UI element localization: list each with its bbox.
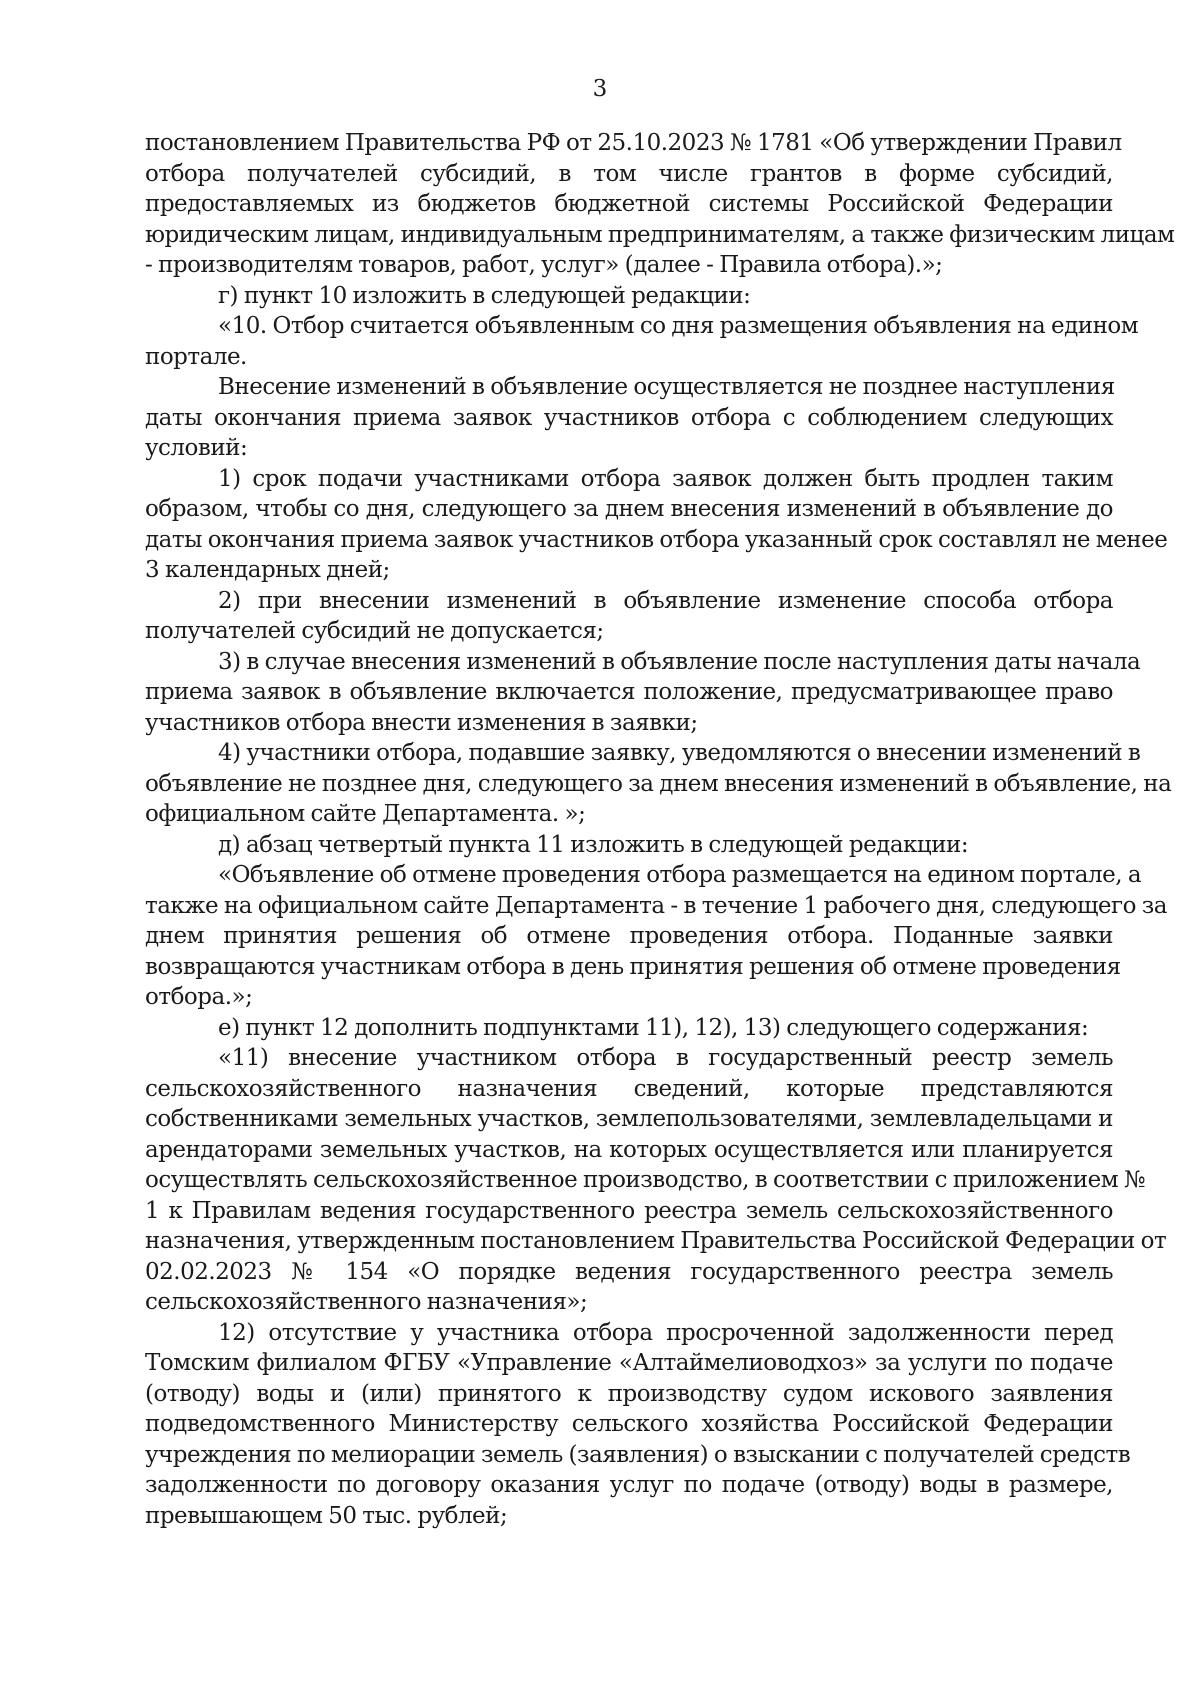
text-line: 4) участники отбора, подавшие заявку, уведомляются о внесении изменений в	[218, 740, 1141, 766]
text-line: Томским филиалом ФГБУ «Управление «Алтаймелиоводхоз» за услуги по подаче	[145, 1350, 1113, 1376]
text-line: условий:	[145, 435, 248, 461]
text-line: собственниками земельных участков, землепользователями, землевладельцами и	[145, 1106, 1113, 1132]
text-line: превышающем 50 тыс. рублей;	[145, 1502, 508, 1529]
text-line: также на официальном сайте Департамента - в течение 1 рабочего дня, следующего за	[145, 892, 1168, 919]
text-line: 12) отсутствие у участника отбора просроченной задолженности перед	[218, 1319, 1113, 1346]
text-line: 1) срок подачи участниками отбора заявок должен быть продлен таким	[218, 465, 1113, 492]
text-line: Внесение изменений в объявление осуществляется не позднее наступления	[218, 374, 1115, 400]
paragraph	[145, 128, 1175, 281]
text-line: задолженности по договору оказания услуг по подаче (отводу) воды в размере,	[145, 1472, 1113, 1498]
text-line: портале.	[145, 343, 247, 370]
text-line: учреждения по мелиорации земель (заявления) о взыскании с получателей средств	[145, 1441, 1131, 1468]
text-line: г) пункт 10 изложить в следующей редакции:	[218, 282, 751, 309]
text-line: «11) внесение участником отбора в государственный реестр земель	[218, 1045, 1113, 1071]
paragraph	[145, 860, 1168, 1013]
text-line: участников отбора внести изменения в заявки;	[145, 709, 698, 736]
text-line: объявление не позднее дня, следующего за днем внесения изменений в объявление, на	[145, 770, 1172, 797]
text-line: даты окончания приема заявок участников отбора указанный срок составлял не менее	[145, 526, 1168, 553]
text-line: 3 календарных дней;	[145, 557, 390, 583]
paragraph	[145, 1043, 1167, 1318]
text-line: 1 к Правилам ведения государственного реестра земель сельскохозяйственного	[145, 1197, 1113, 1224]
text-line: отбора получателей субсидий, в том числе грантов в форме субсидий,	[145, 160, 1113, 187]
text-line: осуществлять сельскохозяйственное производство, в соответствии с приложением №	[145, 1167, 1146, 1193]
paragraph	[145, 1013, 1113, 1044]
text-line: получателей субсидий не допускается;	[145, 618, 604, 644]
paragraph	[145, 372, 1113, 464]
paragraph	[145, 830, 1113, 861]
text-line: - производителям товаров, работ, услуг» (далее - Правила отбора).»;	[145, 252, 943, 278]
text-line: приема заявок в объявление включается положение, предусматривающее право	[145, 679, 1113, 705]
paragraph	[145, 647, 1141, 739]
text-line: днем принятия решения об отмене проведения отбора. Поданные заявки	[145, 923, 1113, 949]
text-line: 2) при внесении изменений в объявление изменение способа отбора	[218, 587, 1113, 614]
paragraph	[145, 311, 1139, 372]
text-line: сельскохозяйственного назначения сведений, которые представляются	[145, 1075, 1113, 1102]
document-body	[145, 128, 1175, 1531]
text-line: «10. Отбор считается объявленным со дня размещения объявления на едином	[218, 313, 1139, 339]
text-line: даты окончания приема заявок участников отбора с соблюдением следующих	[145, 404, 1113, 431]
text-line: подведомственного Министерству сельского хозяйства Российской Федерации	[145, 1411, 1113, 1437]
page-number: 3	[592, 76, 608, 102]
text-line: 02.02.2023 № 154 «О порядке ведения государственного реестра земель	[145, 1258, 1113, 1285]
paragraph	[145, 464, 1168, 586]
text-line: назначения, утвержденным постановлением Правительства Российской Федерации от	[145, 1228, 1167, 1254]
text-line: юридическим лицам, индивидуальным предпринимателям, а также физическим лицам	[145, 221, 1175, 248]
text-line: арендаторами земельных участков, на которых осуществляется или планируется	[145, 1136, 1113, 1163]
text-line: «Объявление об отмене проведения отбора размещается на едином портале, а	[218, 862, 1142, 888]
text-line: е) пункт 12 дополнить подпунктами 11), 12), 13) следующего содержания:	[218, 1014, 1089, 1041]
text-line: возвращаются участникам отбора в день принятия решения об отмене проведения	[145, 953, 1121, 980]
text-line: 3) в случае внесения изменений в объявление после наступления даты начала	[218, 648, 1141, 675]
paragraph	[145, 1318, 1131, 1532]
paragraph	[145, 281, 1113, 312]
text-line: официальном сайте Департамента. »;	[145, 801, 586, 827]
paragraph	[145, 738, 1172, 830]
text-line: предоставляемых из бюджетов бюджетной системы Российской Федерации	[145, 191, 1113, 217]
text-line: сельскохозяйственного назначения»;	[145, 1289, 588, 1315]
text-line: д) абзац четвертый пункта 11 изложить в следующей редакции:	[218, 831, 969, 858]
text-line: постановлением Правительства РФ от 25.10.2023 № 1781 «Об утверждении Правил	[145, 130, 1122, 156]
text-line: (отводу) воды и (или) принятого к производству судом искового заявления	[145, 1380, 1113, 1407]
paragraph	[145, 586, 1113, 647]
text-line: образом, чтобы со дня, следующего за днем внесения изменений в объявление до	[145, 496, 1113, 522]
text-line: отбора.»;	[145, 984, 253, 1010]
